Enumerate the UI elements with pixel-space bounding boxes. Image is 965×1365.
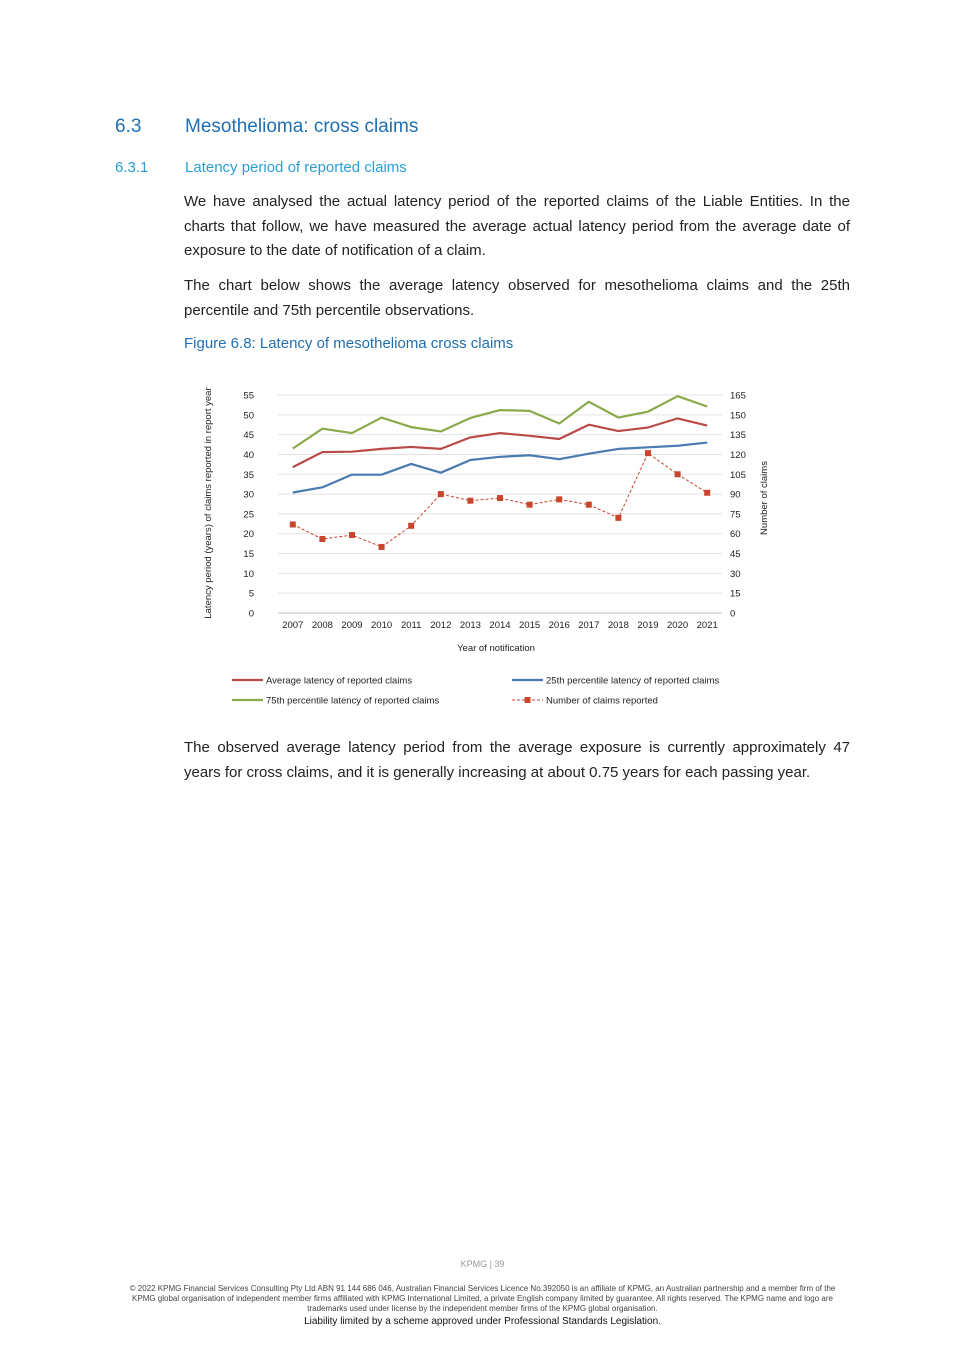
series-line-1 [293,443,707,493]
right-axis-ticks [730,391,746,620]
data-point-marker [290,521,296,527]
y-tick-label: 35 [243,469,254,481]
subsection-title: Latency period of reported claims [185,159,407,176]
x-tick-label: 2013 [459,620,481,631]
y2-tick-label: 165 [730,390,746,402]
chart-gridlines [278,395,722,613]
page-number: KPMG | 39 [460,1259,505,1269]
y2-tick-label: 75 [730,509,741,521]
paragraph-conclusion: The observed average latency period from the average exposure is currently approximately 47 years for cross claims, and it is generally increasing at about 0.75 years for each passing year. [184,739,850,781]
y-tick-label: 15 [243,549,254,561]
x-tick-label: 2007 [282,620,304,631]
y2-tick-label: 30 [730,568,741,580]
y2-tick-label: 90 [730,489,741,501]
data-point-marker [704,490,710,496]
y2-tick-label: 150 [730,410,746,422]
x-tick-label: 2010 [371,620,393,631]
y-tick-label: 25 [243,509,254,521]
y-tick-label: 0 [248,608,254,620]
x-axis-label: Year of notification [457,643,535,654]
data-point-marker [408,523,414,529]
y2-tick-label: 45 [730,549,741,561]
liability-notice: Liability limited by a scheme approved under Professional Standards Legislation. [304,1316,661,1327]
paragraph-chart-description: The chart below shows the average latency observed for mesothelioma claims and the 25th percentile and 75th percentile observations. [184,277,850,319]
legend-label-2: 75th percentile latency of reported claims [266,695,440,707]
y-tick-label: 40 [243,449,254,461]
x-tick-label: 2020 [667,620,689,631]
y-tick-label: 5 [248,588,254,600]
x-tick-label: 2015 [519,620,541,631]
x-tick-label: 2009 [341,620,363,631]
data-point-marker [615,515,621,521]
latency-chart [190,380,790,720]
x-tick-label: 2011 [400,620,422,631]
data-point-marker [527,502,533,508]
y-axis-label: Latency period (years) of claims reported in report year [203,387,214,619]
x-tick-label: 2021 [696,620,718,631]
left-axis-ticks [243,391,254,620]
section-title: Mesothelioma: cross claims [185,116,419,137]
y-tick-label: 55 [243,390,254,402]
y2-tick-label: 135 [730,430,746,442]
y-tick-label: 10 [243,568,254,580]
x-tick-label: 2018 [607,620,629,631]
data-point-marker [438,491,444,497]
y-tick-label: 50 [243,410,254,422]
legend-marker [525,697,531,703]
data-point-marker [586,502,592,508]
series-line-2 [293,396,707,448]
y2-tick-label: 60 [730,529,741,541]
x-tick-label: 2019 [637,620,659,631]
y-tick-label: 45 [243,430,254,442]
data-point-marker [675,471,681,477]
paragraph-intro: We have analysed the actual latency period of the reported claims of the Liable Entities. In the charts that follow, we have measured the average actual latency period from the average date of exposure to the date of notification of a claim. [184,193,850,259]
x-tick-label: 2012 [430,620,452,631]
x-tick-label: 2014 [489,620,511,631]
chart-legend [232,676,719,707]
data-point-marker [645,450,651,456]
copyright-notice: © 2022 KPMG Financial Services Consulting Pty Ltd ABN 91 144 686 046, Australian Financial Services Licence No.392050 is an affiliate of KPMG, an Australian partnership and a member firm of the KPMG global organisation of independent member firms affiliated with KPMG International Limited, a private English company limited by guarantee. All rights reserved. The KPMG name and logo are trademarks used under license by the independent member firms of the KPMG global organisation. [129,1284,836,1313]
section-number: 6.3 [115,116,142,137]
figure-caption: Figure 6.8: Latency of mesothelioma cross claims [184,335,514,352]
legend-label-0: Average latency of reported claims [266,675,413,687]
legend-label-3: Number of claims reported [546,695,658,707]
y2-tick-label: 0 [730,608,736,620]
y2-axis-label: Number of claims [759,461,770,535]
y-tick-label: 30 [243,489,254,501]
x-tick-label: 2008 [311,620,333,631]
data-point-marker [349,532,355,538]
y-tick-label: 20 [243,529,254,541]
legend-label-1: 25th percentile latency of reported claims [546,675,720,687]
y2-tick-label: 15 [730,588,741,600]
data-point-marker [319,536,325,542]
chart-series [290,396,710,550]
x-tick-label: 2017 [578,620,600,631]
data-point-marker [497,495,503,501]
y2-tick-label: 120 [730,449,746,461]
data-point-marker [379,544,385,550]
x-axis-ticks [282,620,718,631]
data-point-marker [467,498,473,504]
y2-tick-label: 105 [730,469,746,481]
data-point-marker [556,496,562,502]
subsection-number: 6.3.1 [115,159,149,176]
x-tick-label: 2016 [548,620,570,631]
